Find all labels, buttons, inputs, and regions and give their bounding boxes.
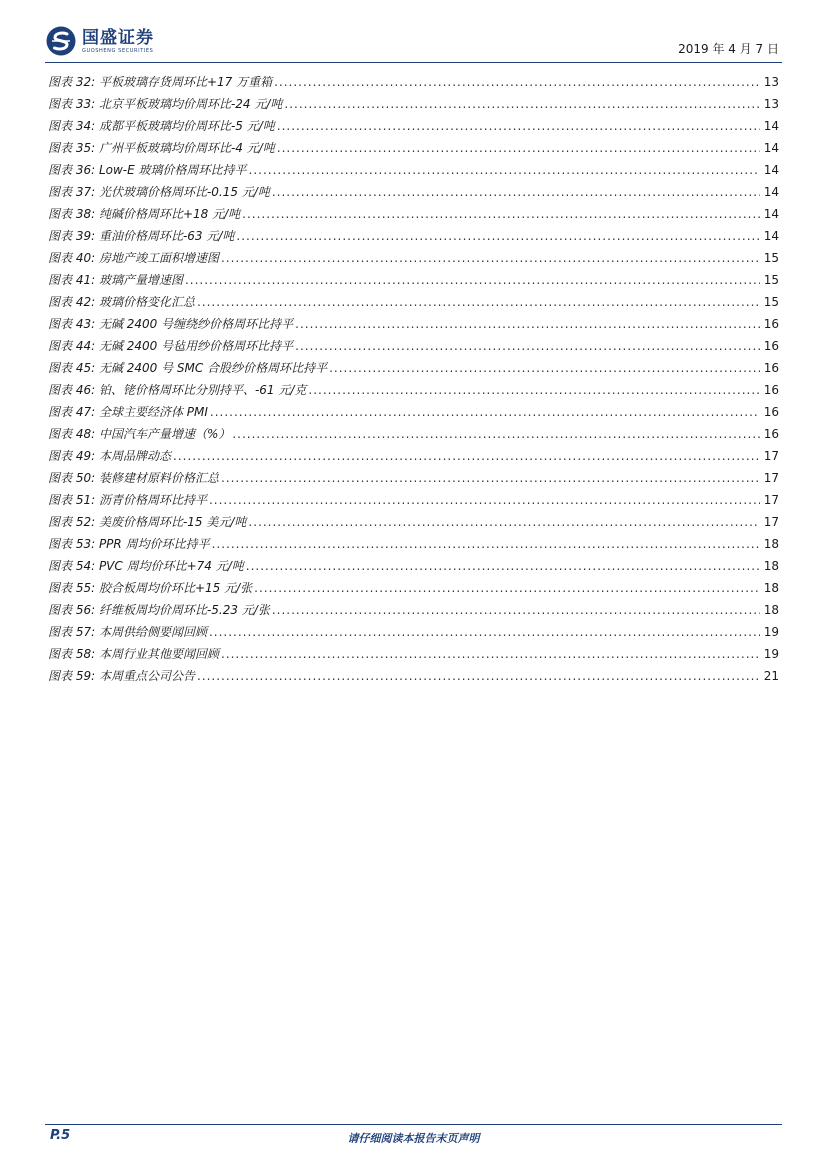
toc-page-number: 13 — [763, 97, 779, 111]
toc-leader-dots — [295, 313, 760, 335]
toc-page-number: 16 — [763, 339, 779, 353]
toc-row[interactable] — [48, 533, 779, 555]
toc-page-number: 17 — [763, 493, 779, 507]
toc-page-number: 18 — [763, 537, 779, 551]
toc-page-number: 16 — [763, 405, 779, 419]
toc-page-number: 18 — [763, 581, 779, 595]
toc-row[interactable] — [48, 335, 779, 357]
toc-row[interactable] — [48, 665, 779, 687]
toc-leader-dots — [308, 379, 760, 401]
toc-row[interactable] — [48, 71, 779, 93]
toc-leader-dots — [274, 71, 760, 93]
toc-row[interactable] — [48, 357, 779, 379]
toc-row[interactable] — [48, 181, 779, 203]
toc-label: 图表 36: Low-E 玻璃价格周环比持平 — [48, 163, 247, 177]
toc-row[interactable] — [48, 621, 779, 643]
toc-page-number: 16 — [763, 383, 779, 397]
toc-page-number: 19 — [763, 625, 779, 639]
toc-row[interactable] — [48, 313, 779, 335]
toc-row[interactable] — [48, 423, 779, 445]
toc-row[interactable] — [48, 577, 779, 599]
toc-row[interactable] — [48, 511, 779, 533]
company-name-cn: 国盛证券 — [82, 27, 154, 48]
toc-leader-dots — [209, 489, 760, 511]
toc-row[interactable] — [48, 225, 779, 247]
toc-leader-dots — [248, 511, 760, 533]
toc-leader-dots — [295, 335, 760, 357]
toc-label: 图表 58: 本周行业其他要闻回顾 — [48, 647, 219, 661]
toc-label: 图表 49: 本周品牌动态 — [48, 449, 171, 463]
toc-label: 图表 34: 成都平板玻璃均价周环比-5 元/吨 — [48, 119, 275, 133]
toc-leader-dots — [284, 93, 760, 115]
toc-leader-dots — [246, 555, 760, 577]
toc-label: 图表 52: 美废价格周环比-15 美元/吨 — [48, 515, 247, 529]
toc-leader-dots — [221, 247, 760, 269]
report-date: 2019 年 4 月 7 日 — [678, 42, 779, 56]
toc-page-number: 14 — [763, 207, 779, 221]
page-header — [0, 0, 827, 70]
toc-label: 图表 35: 广州平板玻璃均价周环比-4 元/吨 — [48, 141, 275, 155]
toc-label: 图表 44: 无碱 2400 号毡用纱价格周环比持平 — [48, 339, 294, 353]
toc-row[interactable] — [48, 269, 779, 291]
toc-page-number: 15 — [763, 251, 779, 265]
guosheng-logo-icon — [45, 25, 77, 57]
toc-row[interactable] — [48, 291, 779, 313]
toc-leader-dots — [197, 291, 760, 313]
toc-row[interactable] — [48, 379, 779, 401]
toc-leader-dots — [210, 401, 760, 423]
toc-label: 图表 51: 沥青价格周环比持平 — [48, 493, 207, 507]
toc-label: 图表 43: 无碱 2400 号缠绕纱价格周环比持平 — [48, 317, 294, 331]
toc-leader-dots — [221, 643, 760, 665]
toc-page-number: 17 — [763, 449, 779, 463]
toc-label: 图表 40: 房地产竣工面积增速图 — [48, 251, 219, 265]
toc-page-number: 17 — [763, 471, 779, 485]
toc-label: 图表 59: 本周重点公司公告 — [48, 669, 195, 683]
toc-row[interactable] — [48, 599, 779, 621]
toc-leader-dots — [272, 181, 760, 203]
toc-row[interactable] — [48, 115, 779, 137]
toc-page-number: 18 — [763, 559, 779, 573]
toc-label: 图表 38: 纯碱价格周环比+18 元/吨 — [48, 207, 241, 221]
figure-index-list — [48, 71, 779, 687]
toc-label: 图表 42: 玻璃价格变化汇总 — [48, 295, 195, 309]
toc-page-number: 21 — [763, 669, 779, 683]
toc-row[interactable] — [48, 203, 779, 225]
toc-page-number: 14 — [763, 163, 779, 177]
toc-page-number: 14 — [763, 229, 779, 243]
toc-page-number: 13 — [763, 75, 779, 89]
toc-leader-dots — [185, 269, 760, 291]
toc-label: 图表 32: 平板玻璃存货周环比+17 万重箱 — [48, 75, 273, 89]
toc-leader-dots — [173, 445, 760, 467]
toc-page-number: 19 — [763, 647, 779, 661]
toc-leader-dots — [242, 203, 760, 225]
toc-page-number: 15 — [763, 273, 779, 287]
footer-divider — [45, 1124, 782, 1125]
company-logo — [45, 24, 154, 58]
toc-row[interactable] — [48, 445, 779, 467]
toc-label: 图表 50: 装修建材原料价格汇总 — [48, 471, 219, 485]
toc-page-number: 14 — [763, 141, 779, 155]
toc-label: 图表 33: 北京平板玻璃均价周环比-24 元/吨 — [48, 97, 283, 111]
toc-label: 图表 39: 重油价格周环比-63 元/吨 — [48, 229, 235, 243]
toc-label: 图表 41: 玻璃产量增速图 — [48, 273, 183, 287]
toc-leader-dots — [277, 137, 760, 159]
toc-page-number: 15 — [763, 295, 779, 309]
toc-page-number: 14 — [763, 119, 779, 133]
toc-page-number: 17 — [763, 515, 779, 529]
toc-row[interactable] — [48, 643, 779, 665]
toc-leader-dots — [212, 533, 760, 555]
toc-page-number: 16 — [763, 361, 779, 375]
toc-page-number: 14 — [763, 185, 779, 199]
toc-label: 图表 54: PVC 周均价环比+74 元/吨 — [48, 559, 244, 573]
toc-row[interactable] — [48, 247, 779, 269]
toc-label: 图表 53: PPR 周均价环比持平 — [48, 537, 210, 551]
toc-leader-dots — [254, 577, 760, 599]
toc-leader-dots — [236, 225, 760, 247]
toc-leader-dots — [249, 159, 760, 181]
toc-label: 图表 48: 中国汽车产量增速（%） — [48, 427, 231, 441]
header-divider — [45, 62, 782, 63]
toc-leader-dots — [277, 115, 760, 137]
toc-row[interactable] — [48, 159, 779, 181]
toc-label: 图表 47: 全球主要经济体 PMI — [48, 405, 208, 419]
disclaimer-text: 请仔细阅读本报告末页声明 — [347, 1132, 480, 1145]
toc-row[interactable] — [48, 401, 779, 423]
toc-label: 图表 46: 铂、铑价格周环比分别持平、-61 元/克 — [48, 383, 307, 397]
toc-row[interactable] — [48, 555, 779, 577]
page-number: P.5 — [50, 1128, 71, 1143]
toc-page-number: 16 — [763, 317, 779, 331]
toc-label: 图表 45: 无碱 2400 号 SMC 合股纱价格周环比持平 — [48, 361, 328, 375]
toc-label: 图表 56: 纤维板周均价周环比-5.23 元/张 — [48, 603, 270, 617]
toc-leader-dots — [272, 599, 760, 621]
toc-leader-dots — [221, 467, 760, 489]
toc-row[interactable] — [48, 137, 779, 159]
toc-row[interactable] — [48, 467, 779, 489]
toc-label: 图表 55: 胶合板周均价环比+15 元/张 — [48, 581, 253, 595]
toc-leader-dots — [209, 621, 760, 643]
toc-page-number: 16 — [763, 427, 779, 441]
company-name-en: GUOSHENG SECURITIES — [82, 47, 154, 54]
toc-label: 图表 37: 光伏玻璃价格周环比-0.15 元/吨 — [48, 185, 270, 199]
toc-leader-dots — [329, 357, 760, 379]
toc-row[interactable] — [48, 93, 779, 115]
toc-row[interactable] — [48, 489, 779, 511]
toc-label: 图表 57: 本周供给侧要闻回顾 — [48, 625, 207, 639]
toc-leader-dots — [197, 665, 760, 687]
toc-leader-dots — [232, 423, 760, 445]
toc-page-number: 18 — [763, 603, 779, 617]
